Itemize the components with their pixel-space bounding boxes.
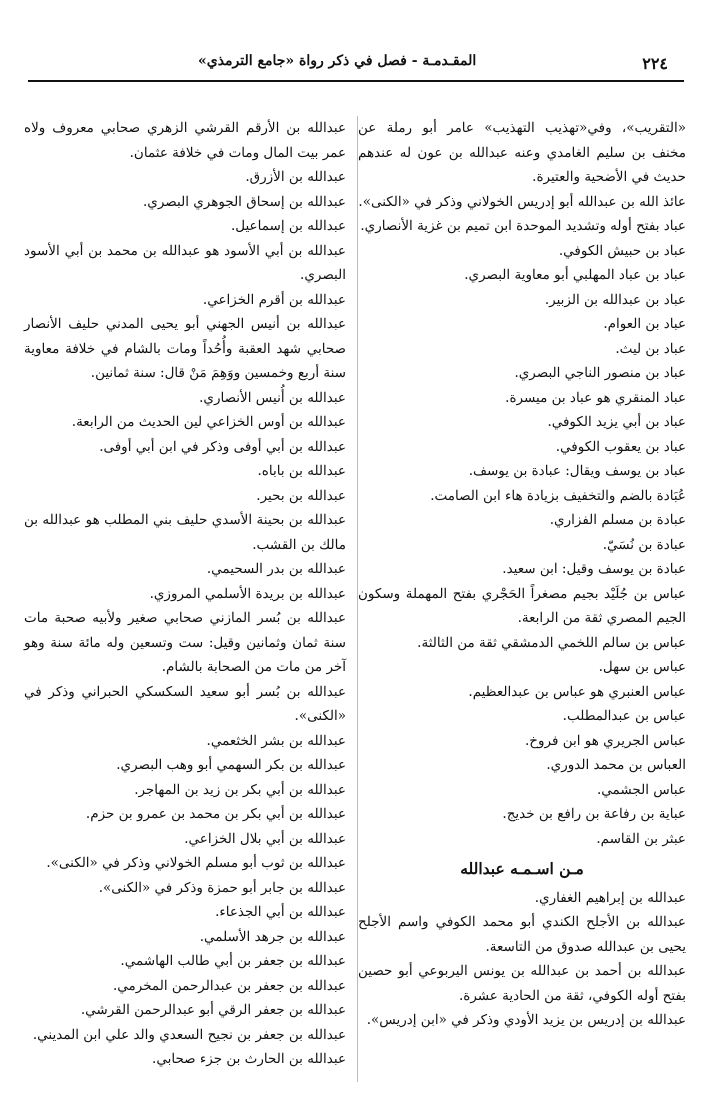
entry: عباد بن العوام. bbox=[603, 316, 686, 332]
entry: عباد بن عبدالله بن الزبير. bbox=[544, 291, 686, 308]
entry: عبدالله بن جرهد الأسلمي. bbox=[199, 928, 346, 945]
entry: عبدالله بن جعفر بن عبدالرحمن المخرمي. bbox=[112, 977, 346, 994]
entry: عبدالله بن الأزرق. bbox=[245, 169, 346, 185]
entry: عباد بن يعقوب الكوفي. bbox=[555, 438, 686, 455]
entry: عبدالله بن بشر الخثعمي. bbox=[206, 732, 346, 749]
entry: عبدالله بن إبراهيم الغفاري. bbox=[534, 889, 686, 906]
entry: عباس الجريري هو ابن فروخ. bbox=[525, 732, 686, 749]
right-column bbox=[358, 116, 686, 1033]
entry: عبدالله بن أبي الجذعاء. bbox=[215, 904, 346, 920]
right-column-after-entries bbox=[358, 886, 686, 1033]
left-column-entries bbox=[24, 116, 346, 1072]
entry: عباد بن ليث. bbox=[615, 340, 686, 357]
entry: عبدالله بن إدريس بن يزيد الأودي وذكر في «ابن إدريس». bbox=[366, 1012, 686, 1028]
entry: عبدالله بن جعفر بن أبي طالب الهاشمي. bbox=[120, 953, 346, 969]
entry: عبدالله بن بُسر المازني صحابي صغير ولأبيه صحبة مات سنة ثمان وثمانين وقيل: ست وتسعين وله مائة سنة وهو آخر من مات من الصحابة بالشام. bbox=[24, 610, 346, 675]
entry: عبدالله بن الحارث بن جزء صحابي. bbox=[152, 1051, 346, 1067]
entry: عبدالله بن بحينة الأسدي حليف بني المطلب هو عبدالله بن مالك بن القشب. bbox=[24, 512, 346, 553]
entry: عبدالله بن أبي بكر بن محمد بن عمرو بن حزم. bbox=[85, 806, 346, 822]
page-number: ٢٢٤ bbox=[642, 54, 668, 73]
entry: عبدالله بن الأجلح الكندي أبو محمد الكوفي واسم الأجلح يحيى بن عبدالله صدوق من التاسعة. bbox=[358, 914, 686, 955]
column-divider bbox=[357, 116, 358, 1082]
entry: عبدالله بن أقرم الخزاعي. bbox=[202, 291, 346, 308]
entry: عبدالله بن إسحاق الجوهري البصري. bbox=[143, 193, 346, 210]
entry: عباس الجشمي. bbox=[597, 781, 686, 798]
entry: عبدالله بن جعفر بن نجيح السعدي والد علي ابن المديني. bbox=[32, 1026, 346, 1043]
entry: عباد بن حبيش الكوفي. bbox=[558, 242, 686, 259]
entry: عائذ الله بن عبدالله أبو إدريس الخولاني وذكر في «الكنى». bbox=[358, 193, 686, 210]
entry: عباد بن منصور الناجي البصري. bbox=[514, 365, 686, 381]
entry: عباس بن جُلَيْد بجيم مصغراً الحَجْري بفتح المهملة وسكون الجيم المصري ثقة من الرابعة. bbox=[358, 585, 686, 626]
entry: عبدالله بن أوس الخزاعي لين الحديث من الرابعة. bbox=[71, 414, 346, 430]
entry: عبدالله بن الأرقم القرشي الزهري صحابي معروف ولاه عمر بيت المال ومات في خلافة عثمان. bbox=[24, 120, 346, 161]
entry: عبثر بن القاسم. bbox=[596, 830, 686, 847]
entry: عباس بن سهل. bbox=[598, 659, 686, 675]
right-column-entries bbox=[358, 116, 686, 851]
entry: عباس بن عبدالمطلب. bbox=[562, 708, 686, 724]
entry: عباد المنقري هو عباد بن ميسرة. bbox=[505, 389, 686, 406]
entry: عُبَادة بالضم والتخفيف بزيادة هاء ابن الصامت. bbox=[430, 487, 686, 504]
page-header bbox=[28, 50, 684, 76]
entry: عباد بن يوسف ويقال: عبادة بن يوسف. bbox=[468, 463, 686, 479]
entry: عباد بن عباد المهلبي أبو معاوية البصري. bbox=[464, 267, 686, 283]
entry: عبدالله بن بدر السحيمي. bbox=[206, 561, 346, 577]
entry: عبدالله بن بكر السهمي أبو وهب البصري. bbox=[116, 757, 346, 773]
entry: عبدالله بن ثوب أبو مسلم الخولاني وذكر في «الكنى». bbox=[46, 855, 346, 871]
entry: العباس بن محمد الدوري. bbox=[546, 757, 686, 773]
entry: عبدالله بن أبي بلال الخزاعي. bbox=[184, 830, 346, 847]
entry: عبدالله بن أبي بكر بن زيد بن المهاجر. bbox=[134, 781, 346, 798]
entry: عبدالله بن إسماعيل. bbox=[230, 218, 346, 234]
entry: عبادة بن يوسف وقيل: ابن سعيد. bbox=[502, 561, 686, 577]
section-title: مـن اسـمـه عبدالله bbox=[460, 859, 584, 878]
left-column bbox=[24, 116, 346, 1072]
entry: عباد بفتح أوله وتشديد الموحدة ابن تميم بن غزية الأنصاري. bbox=[360, 218, 686, 234]
entry: عبدالله بن جابر أبو حمزة وذكر في «الكنى». bbox=[98, 879, 346, 896]
entry: عبدالله بن أبي أوفى وذكر في ابن أبي أوفى. bbox=[99, 438, 346, 455]
header-rule bbox=[28, 80, 684, 82]
entry: عباد بن أبي يزيد الكوفي. bbox=[547, 414, 686, 430]
entry: عبدالله بن أُنيس الأنصاري. bbox=[199, 389, 346, 406]
entry: عبدالله بن باباه. bbox=[257, 463, 346, 479]
entry: عبادة بن مسلم الفزاري. bbox=[549, 512, 686, 528]
entry: عباية بن رفاعة بن رافع بن خديج. bbox=[502, 806, 686, 822]
entry: عباس بن سالم اللخمي الدمشقي ثقة من الثالثة. bbox=[417, 634, 686, 651]
entry: عبدالله بن بُسر أبو سعيد السكسكي الحبراني وذكر في «الكنى». bbox=[24, 683, 346, 724]
entry: عبدالله بن جعفر الرقي أبو عبدالرحمن القرشي. bbox=[80, 1002, 346, 1018]
entry: عباس العنبري هو عباس بن عبدالعظيم. bbox=[468, 683, 686, 700]
entry: عبدالله بن أحمد بن عبدالله بن يونس اليربوعي أبو حصين بفتح أوله الكوفي، ثقة من الحادية عشرة. bbox=[358, 963, 686, 1004]
entry: عبادة بن نُسَيّ. bbox=[602, 536, 686, 553]
entry: «التقريب»، وفي«تهذيب التهذيب» عامر أبو رملة عن مخنف بن سليم الغامدي وعنه عبدالله بن عون له عندهم حديث في الأضحية والعتيرة. bbox=[358, 120, 686, 185]
running-title: المقـدمـة - فصل في ذكر رواة «جامع الترمذي» bbox=[198, 53, 477, 69]
entry: عبدالله بن بريدة الأسلمي المروزي. bbox=[149, 585, 346, 602]
entry: عبدالله بن أبي الأسود هو عبدالله بن محمد بن أبي الأسود البصري. bbox=[24, 242, 346, 283]
entry: عبدالله بن أنيس الجهني أبو يحيى المدني حليف الأنصار صحابي شهد العقبة وأُحُداً ومات بالشام في خلافة معاوية سنة أربع وخمسين ووَهِمَ مَنْ قال: سنة ثمانين. bbox=[24, 316, 346, 381]
entry: عبدالله بن بحير. bbox=[256, 487, 346, 504]
